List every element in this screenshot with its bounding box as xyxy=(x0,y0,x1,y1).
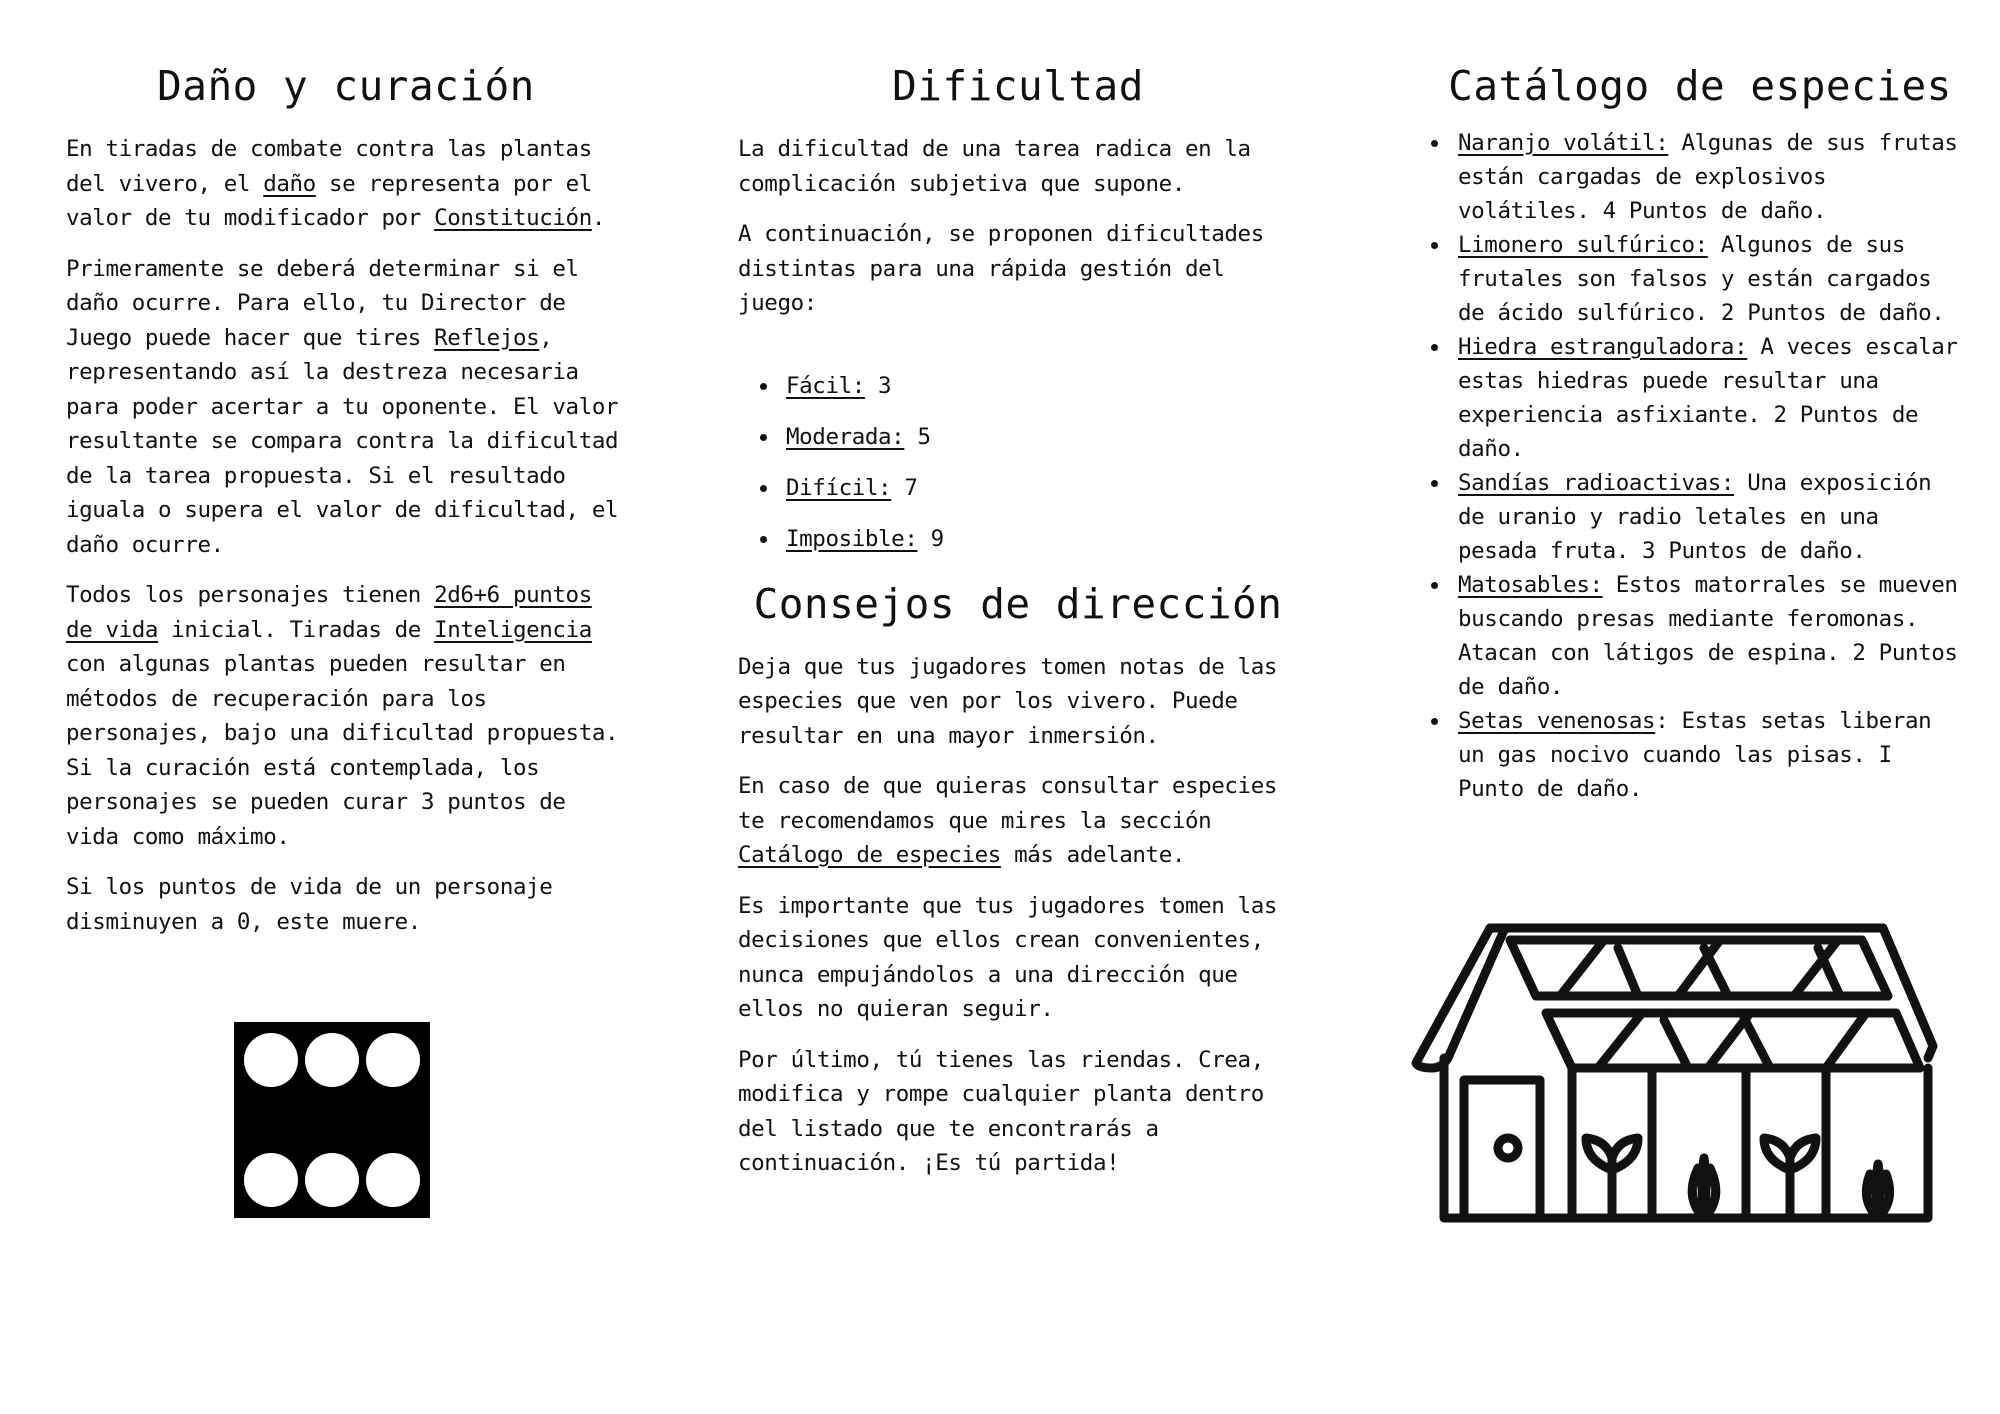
paragraph-tip-decisions: Es importante que tus jugadores tomen las decisiones que ellos crean convenientes, nunca empujándolos a una dirección que ellos no quieran seguir. xyxy=(738,892,1277,1022)
section-title-catalog: Catálogo de especies xyxy=(1448,62,1952,110)
paragraph-death: Si los puntos de vida de un personaje disminuyen a 0, este muere. xyxy=(66,874,553,935)
column-damage-healing xyxy=(66,62,626,955)
term-intelligence: Inteligencia xyxy=(434,616,592,643)
greenhouse-icon xyxy=(1408,918,1950,1228)
paragraph-difficulty-intro: La dificultad de una tarea radica en la complicación subjetiva que supone. xyxy=(738,136,1251,197)
species-list xyxy=(1430,126,1970,806)
paragraph-tip-catalog: En caso de que quieras consultar especies te recomendamos que mires la sección Catálogo de especies más adelante. xyxy=(738,773,1277,868)
list-item: Difícil: 7 xyxy=(760,471,1298,505)
difficulty-list xyxy=(738,369,1298,556)
paragraph-difficulty-list-intro: A continuación, se proponen dificultades distintas para una rápida gestión del juego: xyxy=(738,221,1264,316)
list-item: Sandías radioactivas: Una exposición de uranio y radio letales en una pesada fruta. 3 Puntos de daño. xyxy=(1430,466,1970,568)
section-title-damage: Daño y curación xyxy=(157,62,535,110)
column-difficulty xyxy=(738,62,1298,1197)
section-title-direction-tips: Consejos de dirección xyxy=(753,579,1283,628)
section-title-difficulty: Dificultad xyxy=(892,62,1144,110)
list-item: Matosables: Estos matorrales se mueven buscando presas mediante feromonas. Atacan con látigos de espina. 2 Puntos de daño. xyxy=(1430,568,1970,704)
list-item: Imposible: 9 xyxy=(760,522,1298,556)
list-item: Setas venenosas: Estas setas liberan un gas nocivo cuando las pisas. I Punto de daño. xyxy=(1430,704,1970,806)
paragraph-damage-check: Primeramente se deberá determinar si el daño ocurre. Para ello, tu Director de Juego puede hacer que tires Reflejos, representando así la destreza necesaria para poder acertar a tu oponente. El valor resultante se compara contra la dificultad de la tarea propuesta. Si el resultado iguala o supera el valor de dificultad, el daño ocurre. xyxy=(66,255,619,558)
paragraph-health: Todos los personajes tienen 2d6+6 puntos de vida inicial. Tiradas de Inteligencia con algunas plantas pueden resultar en métodos de recuperación para los personajes, bajo una dificultad propuesta. Si la curación está contemplada, los personajes se pueden curar 3 puntos de vida como máximo. xyxy=(66,582,619,850)
list-item: Fácil: 3 xyxy=(760,369,1298,403)
list-item: Moderada: 5 xyxy=(760,420,1298,454)
term-damage: daño xyxy=(263,170,316,197)
dice-six-icon xyxy=(234,1022,430,1218)
catalog-link[interactable]: Catálogo de especies xyxy=(738,842,1001,868)
term-reflexes: Reflejos xyxy=(434,324,540,351)
paragraph-tip-control: Por último, tú tienes las riendas. Crea, modifica y rompe cualquier planta dentro del listado que te encontrarás a continuación. ¡Es tú partida! xyxy=(738,1046,1264,1176)
list-item: Limonero sulfúrico: Algunos de sus frutales son falsos y están cargados de ácido sulfúrico. 2 Puntos de daño. xyxy=(1430,228,1970,330)
term-health-points: 2d6+6 puntos de vida xyxy=(66,582,592,643)
paragraph-damage-intro: En tiradas de combate contra las plantas del vivero, el daño se representa por el valor de tu modificador por Constitución. xyxy=(66,136,606,231)
term-constitution: Constitución xyxy=(434,205,592,231)
column-species-catalog xyxy=(1430,62,1970,806)
list-item: Naranjo volátil: Algunas de sus frutas están cargadas de explosivos volátiles. 4 Puntos de daño. xyxy=(1430,126,1970,228)
paragraph-tip-notes: Deja que tus jugadores tomen notas de las especies que ven por los vivero. Puede resultar en una mayor inmersión. xyxy=(738,653,1277,749)
list-item: Hiedra estranguladora: A veces escalar estas hiedras puede resultar una experiencia asfixiante. 2 Puntos de daño. xyxy=(1430,330,1970,466)
